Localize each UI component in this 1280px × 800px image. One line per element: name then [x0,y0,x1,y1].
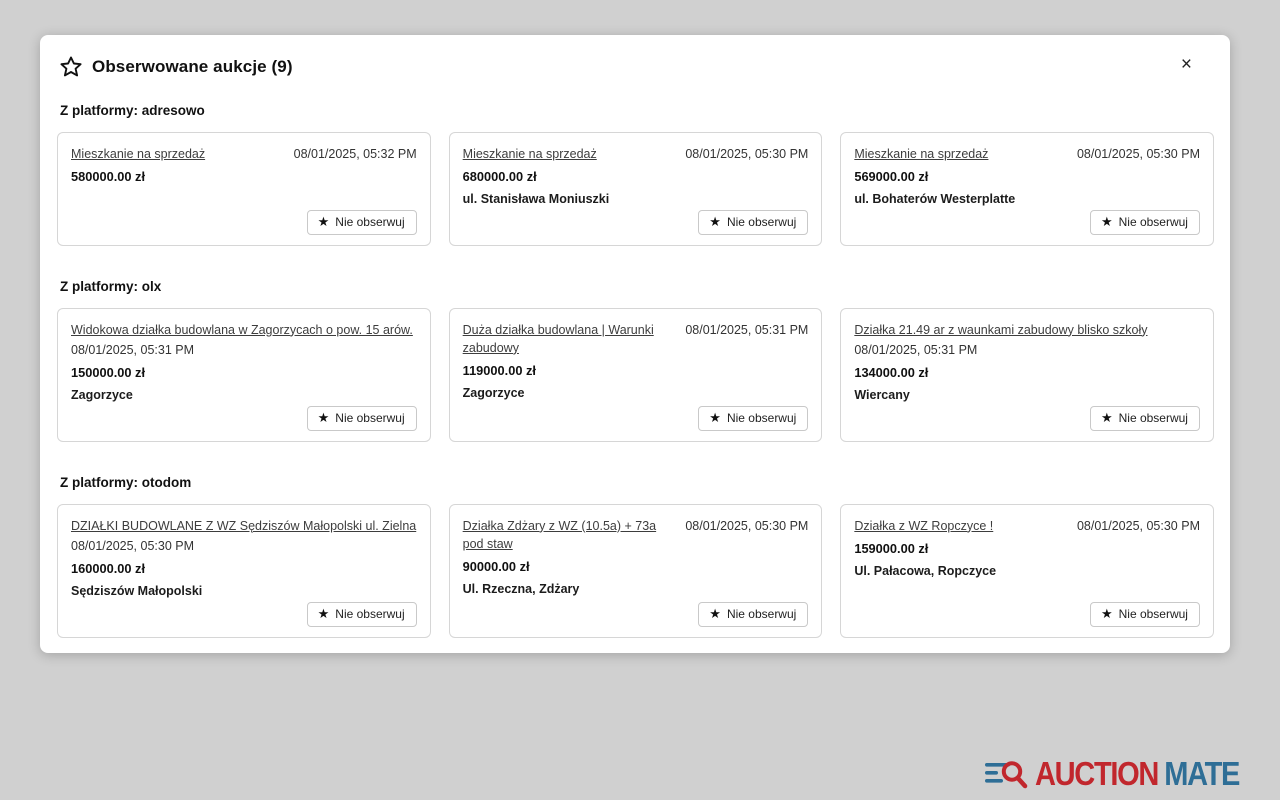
unwatch-button[interactable] [307,210,417,235]
auction-date: 08/01/2025, 05:30 PM [1076,147,1200,161]
auction-date: 08/01/2025, 05:30 PM [1076,518,1200,533]
auction-price: 160000.00 zł [71,560,146,576]
unwatch-button-label: Nie obserwuj [726,410,797,425]
auction-location: ul. Stanisława Moniuszki [462,192,610,207]
auction-title-link[interactable]: Duża działka budowlana | Warunki zabudowy [462,322,654,355]
cards-grid [57,504,1214,638]
auction-date: 08/01/2025, 05:32 PM [293,147,417,161]
auction-price: 90000.00 zł [462,558,530,574]
star-outline-icon [59,55,83,79]
modal-title: Obserwowane aukcje (9) [92,57,293,76]
unwatch-button[interactable] [1090,210,1200,235]
unwatch-button-label: Nie obserwuj [1118,214,1188,229]
auction-price: 569000.00 zł [854,169,929,185]
search-list-icon [985,757,1029,791]
auction-title-link[interactable]: Mieszkanie na sprzedaż [462,147,597,161]
auction-title-link[interactable]: DZIAŁKI BUDOWLANE Z WZ Sędziszów Małopolski ul. Zielna [71,518,417,533]
auction-location: Wiercany [854,387,910,402]
platform-section-label: Z platformy: otodom [60,474,192,490]
platform-section [57,475,1214,638]
auction-card [449,308,823,442]
unwatch-button-label: Nie obserwuj [1118,606,1188,621]
auction-location: Ul. Rzeczna, Zdżary [462,581,580,596]
auction-date: 08/01/2025, 05:30 PM [71,538,195,553]
auction-date: 08/01/2025, 05:31 PM [854,342,978,357]
star-filled-icon: ★ [317,214,330,230]
sections-container [57,103,1214,638]
modal-header [59,55,1214,79]
platform-section [57,103,1214,246]
star-filled-icon: ★ [1100,606,1113,622]
auction-card [57,132,431,246]
card-header [463,321,809,357]
watched-auctions-modal [40,35,1230,653]
auction-location: ul. Bohaterów Westerplatte [854,192,1016,207]
card-header [71,517,417,535]
auction-card [57,504,431,638]
cards-grid [57,132,1214,246]
auction-location: Zagorzyce [462,385,525,400]
auction-location: Sędziszów Małopolski [71,583,203,598]
unwatch-button-label: Nie obserwuj [726,214,797,229]
card-header [71,145,417,163]
auction-card [449,504,823,638]
platform-section-label: Z platformy: olx [60,278,162,294]
unwatch-button[interactable] [1090,406,1200,431]
star-filled-icon: ★ [1100,214,1113,230]
unwatch-button[interactable] [698,602,808,627]
unwatch-button[interactable] [698,406,808,431]
unwatch-button-label: Nie obserwuj [335,410,405,425]
auction-date: 08/01/2025, 05:31 PM [71,342,195,357]
star-filled-icon: ★ [317,606,330,622]
star-filled-icon: ★ [709,410,721,426]
card-header [854,321,1200,339]
card-header [854,145,1200,163]
logo-text-auction: AUCTION [1035,755,1159,792]
unwatch-button[interactable] [1090,602,1200,627]
auction-card [840,132,1214,246]
auction-card [57,308,431,442]
auction-title-link[interactable]: Działka Zdżary z WZ (10.5a) + 73a pod staw [462,518,657,551]
unwatch-button[interactable] [307,602,417,627]
auction-location: Ul. Pałacowa, Ropczyce [854,563,997,578]
auction-price: 159000.00 zł [854,540,929,556]
auction-date: 08/01/2025, 05:30 PM [685,147,809,161]
card-header [854,517,1200,535]
card-header [463,145,809,163]
platform-section [57,279,1214,442]
auction-card [449,132,823,246]
unwatch-button-label: Nie obserwuj [726,606,797,621]
auction-title-link[interactable]: Mieszkanie na sprzedaż [71,147,206,161]
auction-date: 08/01/2025, 05:30 PM [685,518,809,533]
star-filled-icon: ★ [1100,410,1113,426]
auction-date: 08/01/2025, 05:31 PM [685,322,809,337]
auction-card [840,504,1214,638]
auction-location: Zagorzyce [71,387,133,402]
logo-text-mate: MATE [1164,755,1240,792]
auction-price: 134000.00 zł [854,364,929,380]
auction-title-link[interactable]: Działka z WZ Ropczyce ! [854,518,994,533]
unwatch-button-label: Nie obserwuj [335,606,405,621]
auction-price: 580000.00 zł [71,169,146,185]
unwatch-button[interactable] [307,406,417,431]
auction-price: 150000.00 zł [71,364,146,380]
platform-section-label: Z platformy: adresowo [60,103,205,118]
card-header [463,517,809,553]
unwatch-button[interactable] [698,210,808,235]
auction-price: 680000.00 zł [462,169,537,185]
cards-grid [57,308,1214,442]
card-header [71,321,417,339]
close-button[interactable]: × [1180,54,1192,75]
auction-title-link[interactable]: Działka 21.49 ar z waunkami zabudowy blisko szkoły [854,322,1148,337]
star-filled-icon: ★ [709,214,721,230]
auction-mate-logo [985,755,1267,793]
unwatch-button-label: Nie obserwuj [335,214,405,229]
auction-title-link[interactable]: Widokowa działka budowlana w Zagorzycach o pow. 15 arów. [71,322,413,337]
auction-title-link[interactable]: Mieszkanie na sprzedaż [854,147,989,161]
auction-price: 119000.00 zł [462,362,536,378]
unwatch-button-label: Nie obserwuj [1118,410,1188,425]
star-filled-icon: ★ [709,606,721,622]
auction-card [840,308,1214,442]
star-filled-icon: ★ [317,410,330,426]
